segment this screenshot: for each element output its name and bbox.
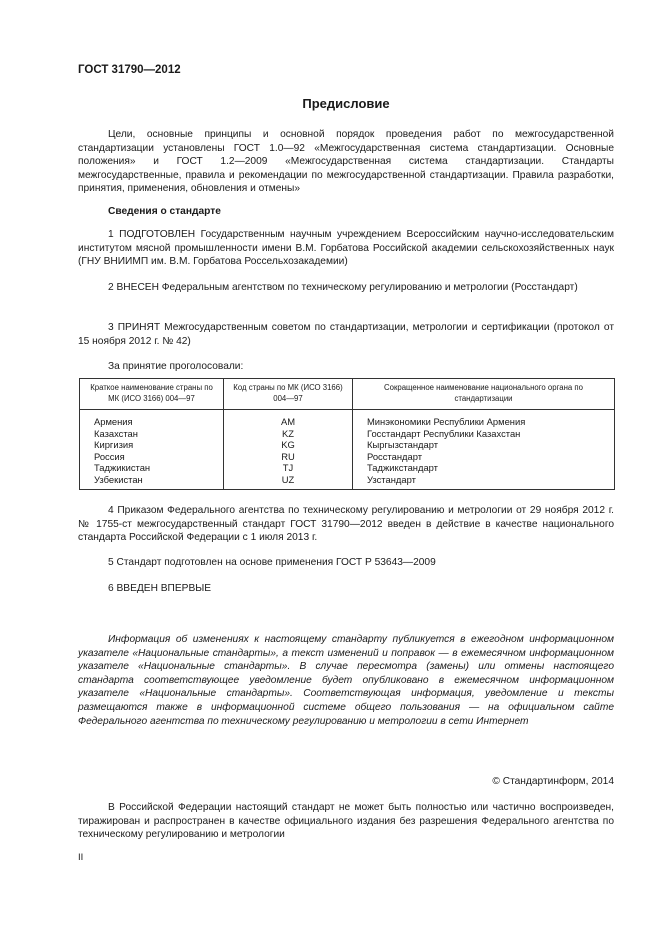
table-row [80,451,615,463]
voting-table [79,378,615,490]
page-title: Предисловие [302,96,390,111]
cell-code: KG [224,439,353,451]
page-number: II [78,852,84,863]
item-prepared: 1 ПОДГОТОВЛЕН Государственным научным учреждением Всероссийским научно-исследовательским институтом мясной промышленности имени В.М. Горбатова Российской академии сельскохозяйственных наук (ГНУ ВНИИМП им. В.М. Горбатова Россельхозакадемии) [78,229,614,268]
item-adopted: 3 ПРИНЯТ Межгосударственным советом по стандартизации, метрологии и сертификации (протокол от 15 ноября 2012 г. № 42) [78,322,614,347]
header-body: Сокращенное наименование национального органа по стандартизации [353,379,615,410]
copyright-line: © Стандартинформ, 2014 [492,776,614,787]
cell-body: Кыргызстандарт [353,439,615,451]
table-row [80,474,615,489]
cell-code: AM [224,410,353,428]
cell-code: TJ [224,462,353,474]
cell-code: RU [224,451,353,463]
table-row [80,428,615,440]
item-order: 4 Приказом Федерального агентства по техническому регулированию и метрологии от 29 ноября 2012 г. № 1755-ст межгосударственный стандарт ГОСТ 31790—2012 введен в действие в качестве национального стандарта Российской Федерации с 1 июля 2013 г. [78,505,614,544]
table-header-row [80,379,615,410]
document-code-header: ГОСТ 31790—2012 [78,64,181,76]
item-first-introduced: 6 ВВЕДЕН ВПЕРВЫЕ [108,583,212,594]
intro-paragraph: Цели, основные принципы и основной порядок проведения работ по межгосударственной стандартизации установлены ГОСТ 1.0—92 «Межгосударственная система стандартизации. Основные положения» и ГОСТ 1.2—2009 «Межгосударственная система стандартизации. Стандарты межгосударственные, правила и рекомендации по межгосударственной стандартизации. Правила разработки, принятия, применения, обновления и отмены» [78,129,614,195]
cell-country: Таджикистан [80,462,224,474]
cell-body: Госстандарт Республики Казахстан [353,428,615,440]
header-country: Краткое наименование страны по МК (ИСО 3166) 004—97 [80,379,224,410]
changes-notice: Информация об изменениях к настоящему стандарту публикуется в ежегодном информационном указателе «Национальные стандарты», а текст изменений и поправок — в ежемесячном информационном указателе «Национальные стандарты». В случае пересмотра (замены) или отмены настоящего стандарта соответствующее уведомление будет опубликовано в ежемесячном информационном указателе «Национальные стандарты». Соответствующая информация, уведомление и тексты размещаются также в информационной системе общего пользования — на официальном сайте Федерального агентства по техническому регулированию и метрологии в сети Интернет [78,634,614,727]
cell-code: KZ [224,428,353,440]
cell-country: Казахстан [80,428,224,440]
cell-body: Росстандарт [353,451,615,463]
item-basis: 5 Стандарт подготовлен на основе применения ГОСТ Р 53643—2009 [108,557,436,568]
cell-body: Таджикстандарт [353,462,615,474]
legal-notice: В Российской Федерации настоящий стандарт не может быть полностью или частично воспроизведен, тиражирован и распространен в качестве официального издания без разрешения Федерального агентства по техническому регулированию и метрологии [78,802,614,841]
table-row [80,462,615,474]
cell-code: UZ [224,474,353,489]
header-code: Код страны по МК (ИСО 3166) 004—97 [224,379,353,410]
item-introduced: 2 ВНЕСЕН Федеральным агентством по техническому регулированию и метрологии (Росстандарт) [108,282,578,293]
cell-country: Армения [80,410,224,428]
table-row [80,410,615,428]
vote-intro: За принятие проголосовали: [108,361,244,372]
cell-body: Узстандарт [353,474,615,489]
cell-country: Узбекистан [80,474,224,489]
cell-body: Минэкономики Республики Армения [353,410,615,428]
cell-country: Россия [80,451,224,463]
section-heading: Сведения о стандарте [108,206,221,217]
cell-country: Киргизия [80,439,224,451]
table-row [80,439,615,451]
